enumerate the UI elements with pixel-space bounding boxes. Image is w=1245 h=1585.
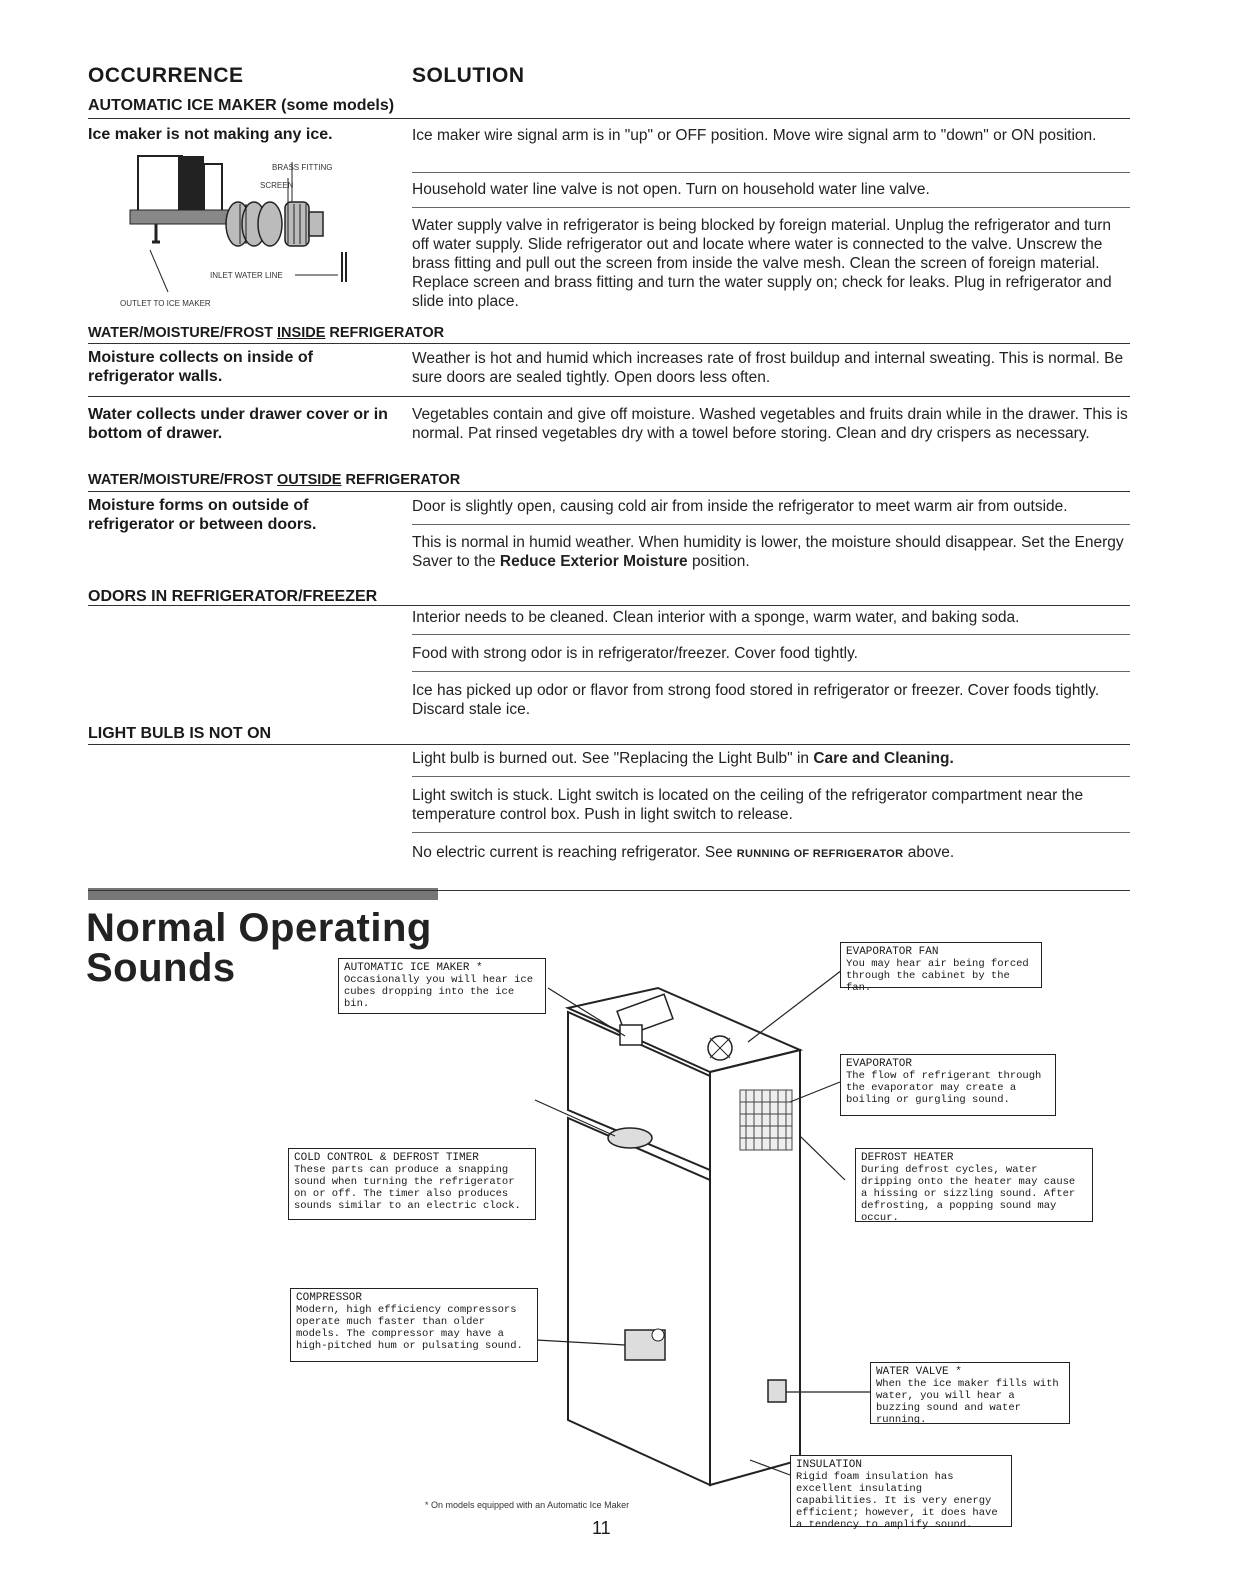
callout-insulation: INSULATION Rigid foam insulation has excellent insulating capabilities. It is very energy efficient; however, it does have a tendency to amplify sound. <box>790 1455 1012 1527</box>
footnote: * On models equipped with an Automatic Ice Maker <box>425 1500 630 1510</box>
occurrence-text: Moisture forms on outside of refrigerator or between doors. <box>88 497 317 533</box>
divider <box>412 207 1130 208</box>
divider <box>88 744 1130 745</box>
occurrence-ice-maker: Ice maker is not making any ice. <box>88 126 333 143</box>
section-outside: WATER/MOISTURE/FROST OUTSIDE REFRIGERATOR <box>88 472 461 488</box>
section-odors: ODORS IN REFRIGERATOR/FREEZER <box>88 588 378 605</box>
divider <box>88 890 1130 891</box>
callout-cold-control: COLD CONTROL & DEFROST TIMER These parts can produce a snapping sound when turning the refrigerator on or off. The timer also produces sounds similar to an electric clock. <box>288 1148 536 1220</box>
occurrence-header: OCCURRENCE <box>88 64 244 87</box>
solution-text: Water supply valve in refrigerator is being blocked by foreign material. Unplug the refrigerator and turn off water supply. Slide refrigerator out and locate where water is connected to the valve. Unscrew the brass fitting and pull out the screen from inside the valve mesh. Clean the screen of foreign material. Replace screen and brass fitting and turn the water supply on; check for leaks. Plug in refrigerator and slide into place. <box>412 217 1112 310</box>
section-ice-maker: AUTOMATIC ICE MAKER (some models) <box>88 97 395 114</box>
callout-evaporator-fan: EVAPORATOR FAN You may hear air being forced through the cabinet by the fan. <box>840 942 1042 988</box>
solution-text: Interior needs to be cleaned. Clean interior with a sponge, warm water, and baking soda. <box>412 609 1020 626</box>
solution-text: Door is slightly open, causing cold air from inside the refrigerator to meet warm air from outside. <box>412 498 1068 515</box>
divider <box>412 524 1130 525</box>
section-title-line2: Sounds <box>86 946 236 990</box>
solution-text: Food with strong odor is in refrigerator/freezer. Cover food tightly. <box>412 645 858 662</box>
divider <box>88 605 1130 606</box>
solution-text: Ice has picked up odor or flavor from strong food stored in refrigerator or freezer. Cover foods tightly. Discard stale ice. <box>412 682 1100 718</box>
label-inlet: INLET WATER LINE <box>210 271 283 280</box>
label-screen: SCREEN <box>260 181 294 190</box>
solution-text: No electric current is reaching refrigerator. See RUNNING OF REFRIGERATOR above. <box>412 844 955 861</box>
divider <box>412 832 1130 833</box>
label-brass-fitting: BRASS FITTING <box>272 163 333 172</box>
solution-header: SOLUTION <box>412 64 525 87</box>
divider <box>412 671 1130 672</box>
divider <box>88 118 1130 119</box>
occurrence-text: Moisture collects on inside of refrigerator walls. <box>88 349 313 385</box>
section-inside: WATER/MOISTURE/FROST INSIDE REFRIGERATOR <box>88 325 445 341</box>
callout-ice-maker: AUTOMATIC ICE MAKER * Occasionally you will hear ice cubes dropping into the ice bin. <box>338 958 546 1014</box>
divider <box>412 776 1130 777</box>
divider <box>88 491 1130 492</box>
solution-text: Household water line valve is not open. Turn on household water line valve. <box>412 181 930 198</box>
solution-text: Weather is hot and humid which increases rate of frost buildup and internal sweating. This is normal. Be sure doors are sealed tightly. Open doors less often. <box>412 350 1124 386</box>
section-title-line1: Normal Operating <box>86 906 432 950</box>
divider <box>412 172 1130 173</box>
solution-text: Light bulb is burned out. See "Replacing the Light Bulb" in Care and Cleaning. <box>412 750 954 767</box>
solution-text: This is normal in humid weather. When humidity is lower, the moisture should disappear. Set the Energy Saver to the Reduce Exterior Moisture position. <box>412 534 1124 570</box>
callout-defrost-heater: DEFROST HEATER During defrost cycles, water dripping onto the heater may cause a hissing or sizzling sound. After defrosting, a popping sound may occur. <box>855 1148 1093 1222</box>
callout-evaporator: EVAPORATOR The flow of refrigerant through the evaporator may create a boiling or gurgling sound. <box>840 1054 1056 1116</box>
callout-compressor: COMPRESSOR Modern, high efficiency compressors operate much faster than older models. The compressor may have a high-pitched hum or pulsating sound. <box>290 1288 538 1362</box>
section-light-bulb: LIGHT BULB IS NOT ON <box>88 725 272 742</box>
divider <box>88 396 1130 397</box>
solution-text: Light switch is stuck. Light switch is located on the ceiling of the refrigerator compartment near the temperature control box. Push in light switch to release. <box>412 787 1084 823</box>
water-valve-diagram <box>120 142 360 314</box>
solution-text: Ice maker wire signal arm is in "up" or OFF position. Move wire signal arm to "down" or ON position. <box>412 127 1097 144</box>
page-number: 11 <box>592 1518 611 1538</box>
divider <box>412 634 1130 635</box>
solution-text: Vegetables contain and give off moisture. Washed vegetables and fruits drain while in the drawer. This is normal. Pat rinsed vegetables dry with a towel before storing. Clean and dry crispers as necessary. <box>412 406 1128 442</box>
label-outlet: OUTLET TO ICE MAKER <box>120 299 211 308</box>
callout-water-valve: WATER VALVE * When the ice maker fills with water, you will hear a buzzing sound and water running. <box>870 1362 1070 1424</box>
divider <box>88 343 1130 344</box>
occurrence-text: Water collects under drawer cover or in bottom of drawer. <box>88 406 388 442</box>
